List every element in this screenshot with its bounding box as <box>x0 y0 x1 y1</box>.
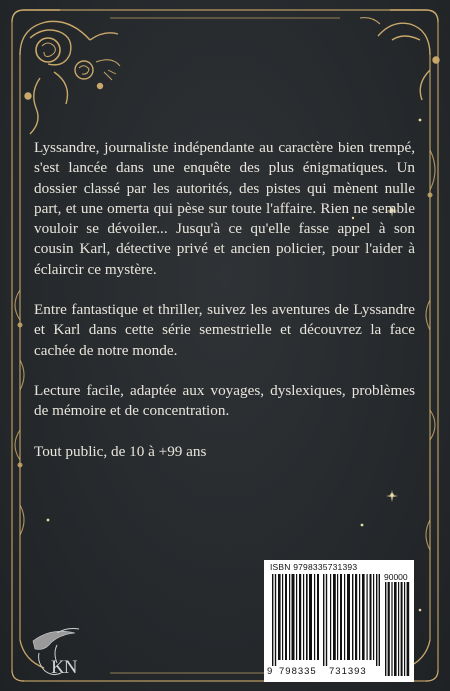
isbn-barcode <box>264 560 414 682</box>
blurb-paragraph-genre: Entre fantastique et thriller, suivez les aventures de Lyssandre et Karl dans cette série semestrielle et découvrez la face cachée de notre monde. <box>34 301 415 359</box>
back-cover-blurb <box>34 138 415 462</box>
barcode-bars <box>272 574 380 666</box>
isbn-label: ISBN 9798335731393 <box>270 562 358 572</box>
top-left-ornament <box>12 10 120 134</box>
publisher-logo <box>27 623 105 679</box>
blurb-paragraph-reading: Lecture facile, adaptée aux voyages, dyslexiques, problèmes de mémoire et de concentration. <box>34 381 415 420</box>
price-code: 90000 <box>384 572 408 582</box>
barcode-digit-lead: 9 <box>267 666 273 677</box>
top-right-ornament <box>360 10 439 100</box>
publisher-logo-text: KN <box>51 657 77 678</box>
barcode-digit-group-right: 731393 <box>329 666 367 677</box>
barcode-digit-group-left: 798335 <box>279 666 317 677</box>
price-addon-bars <box>385 582 411 676</box>
blurb-paragraph-audience: Tout public, de 10 à +99 ans <box>34 442 207 460</box>
barcode-digits <box>267 666 379 677</box>
blurb-paragraph-synopsis: Lyssandre, journaliste indépendante au caractère bien trempé, s'est lancée dans une enquête des plus énigmatiques. Un dossier classé par les autorités, des pistes qui mènent nulle part, et une omerta qui pèse sur toute l'affaire. Rien ne semble vouloir se dévoiler... Jusqu'à ce qu'elle fasse appel à son cousin Karl, détective privé et ancien policier, pour l'aider à éclaircir ce mystère. <box>34 139 415 278</box>
